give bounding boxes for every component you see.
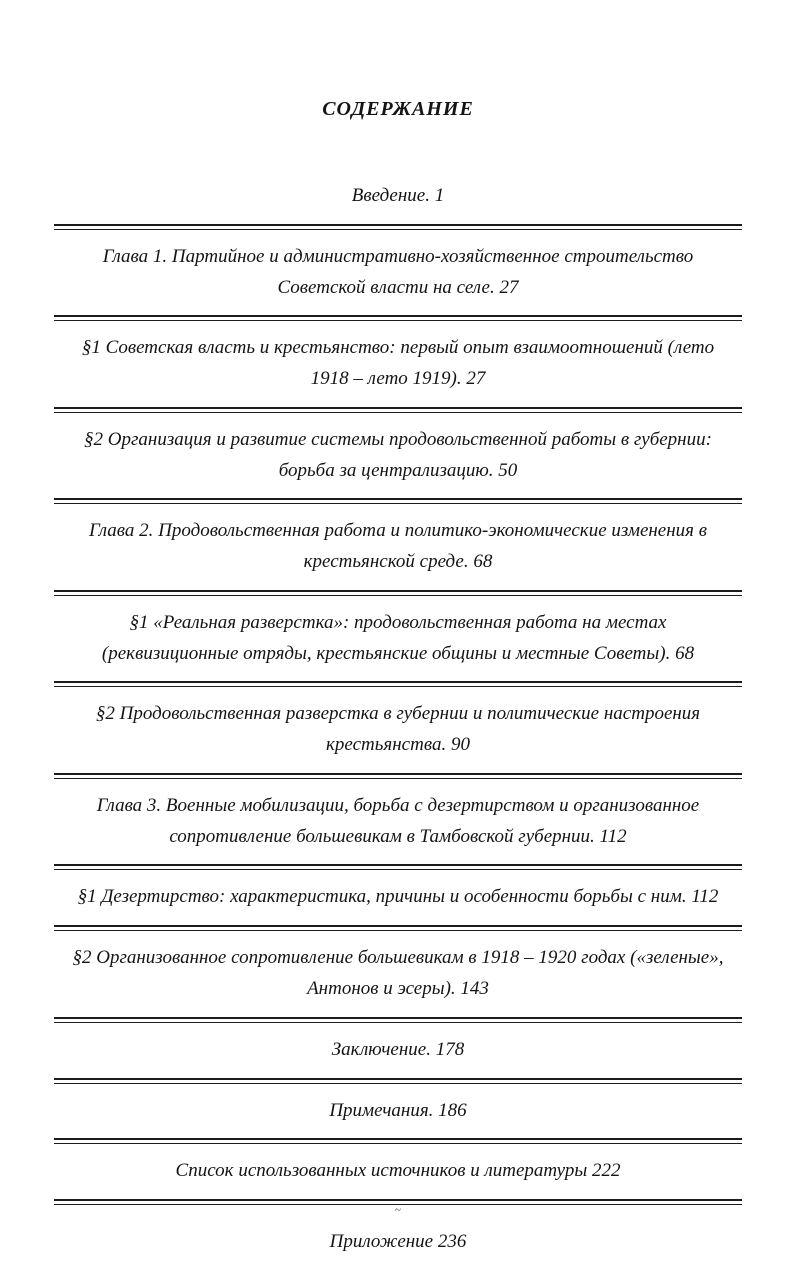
toc-entry-chapter1: Глава 1. Партийное и административно-хозяйственное строительство Советской власти на селе. 27 [102,245,694,298]
toc-entry-chapter1-section1: §1 Советская власть и крестьянство: первый опыт взаимоотношений (лето 1918 – лето 1919). 27 [81,337,715,390]
toc-entry-chapter3-section2: §2 Организованное сопротивление большевикам в 1918 – 1920 годах («зеленые», Антонов и эсеры). 143 [72,947,724,1000]
toc-entry-chapter3: Глава 3. Военные мобилизации, борьба с дезертирством и организованное сопротивление большевикам в Тамбовской губернии. 112 [96,794,700,847]
toc-entry-chapter2-section1: §1 «Реальная разверстка»: продовольственная работа на местах (реквизиционные отряды, крестьянские общины и местные Советы). 68 [101,611,695,664]
toc-entry-appendix: Приложение 236 [329,1231,467,1253]
page-title: СОДЕРЖАНИЕ [322,98,474,120]
toc-entry-chapter2: Глава 2. Продовольственная работа и политико-экономические изменения в крестьянской среде. 68 [88,520,707,573]
toc-entry-introduction: Введение. 1 [351,185,445,206]
toc-entry-bibliography: Список использованных источников и литературы 222 [175,1160,621,1182]
scan-artifact: ~ [395,1204,401,1217]
toc-entry-chapter2-section2: §2 Продовольственная разверстка в губернии и политические настроения крестьянства. 90 [95,703,701,756]
toc-entry-conclusion: Заключение. 178 [331,1038,465,1060]
toc-entry-chapter1-section2: §2 Организация и развитие системы продовольственной работы в губернии: борьба за централизацию. 50 [84,428,712,481]
toc-entry-notes: Примечания. 186 [329,1099,467,1121]
toc-entry-chapter3-section1: §1 Дезертирство: характеристика, причины и особенности борьбы с ним. 112 [77,886,719,908]
